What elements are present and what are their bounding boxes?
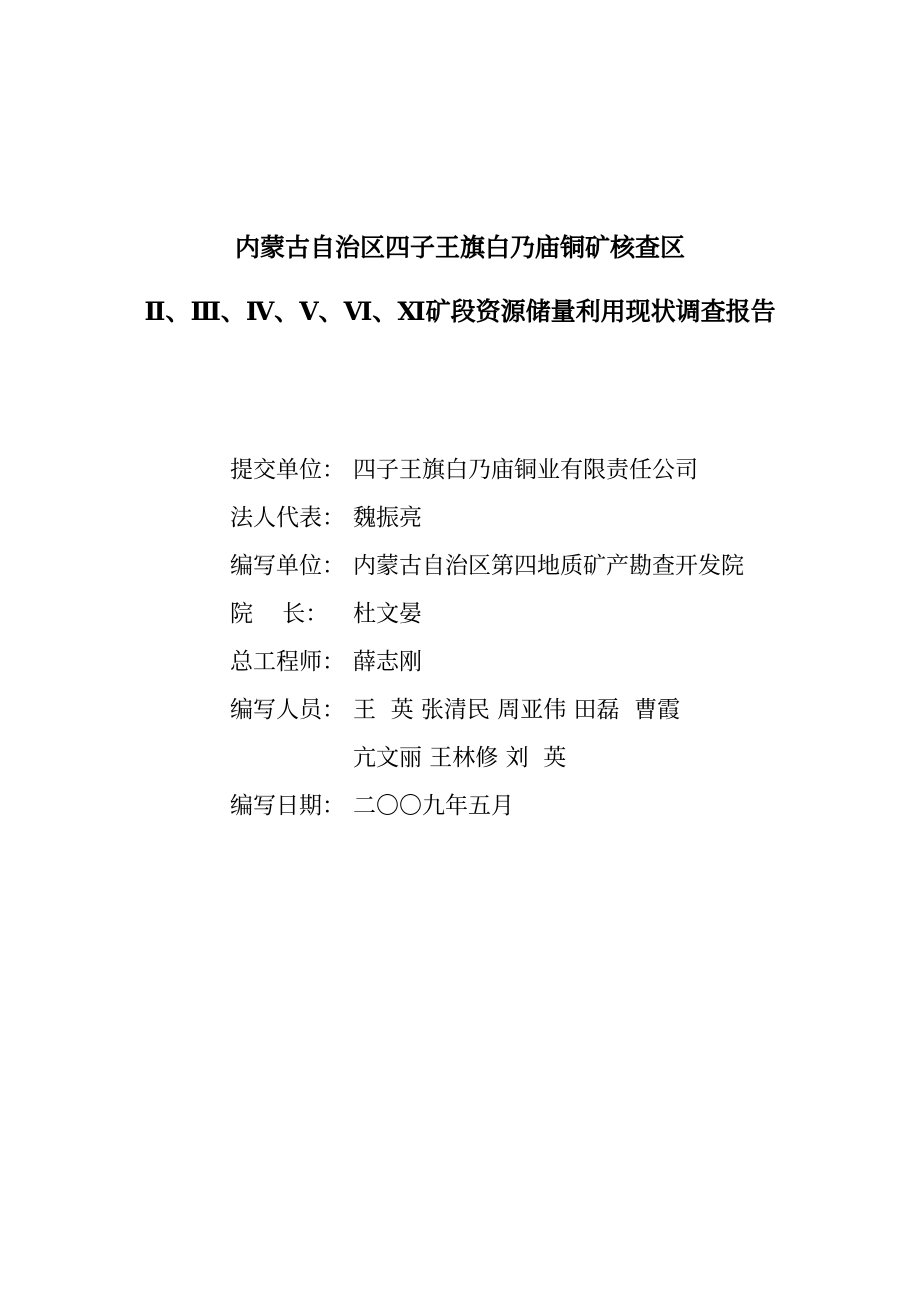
chief-engineer-label: 总工程师： (230, 649, 345, 675)
report-info-block (230, 455, 850, 821)
info-row-submitter (230, 455, 850, 485)
chief-engineer-value: 薛志刚 (353, 649, 422, 675)
info-row-authors (230, 695, 850, 773)
info-row-date (230, 791, 850, 821)
info-row-author-unit (230, 551, 850, 581)
submitter-label: 提交单位： (230, 457, 345, 483)
report-title-line-1: 内蒙古自治区四子王旗白乃庙铜矿核查区 (234, 233, 685, 262)
legal-rep-label: 法人代表： (230, 505, 345, 531)
authors-line-2: 亢文丽 王林修 刘 英 (353, 745, 567, 771)
authors-label: 编写人员： (230, 697, 345, 723)
info-row-chief-engineer (230, 647, 850, 677)
author-unit-value: 内蒙古自治区第四地质矿产勘查开发院 (353, 553, 744, 579)
info-row-legal-rep (230, 503, 850, 533)
author-unit-label: 编写单位： (230, 553, 345, 579)
authors-list (353, 695, 680, 773)
director-value: 杜文晏 (353, 601, 422, 627)
legal-rep-value: 魏振亮 (353, 505, 422, 531)
date-label: 编写日期： (230, 793, 345, 819)
info-row-director (230, 599, 850, 629)
director-label: 院 长： (230, 601, 329, 627)
submitter-value: 四子王旗白乃庙铜业有限责任公司 (353, 457, 698, 483)
authors-line-1: 王 英 张清民 周亚伟 田磊 曹霞 (353, 697, 681, 723)
date-value: 二〇〇九年五月 (353, 793, 514, 819)
report-title-line-2: Ⅱ、Ⅲ、Ⅳ、Ⅴ、Ⅵ、Ⅺ矿段资源储量利用现状调查报告 (144, 297, 776, 326)
